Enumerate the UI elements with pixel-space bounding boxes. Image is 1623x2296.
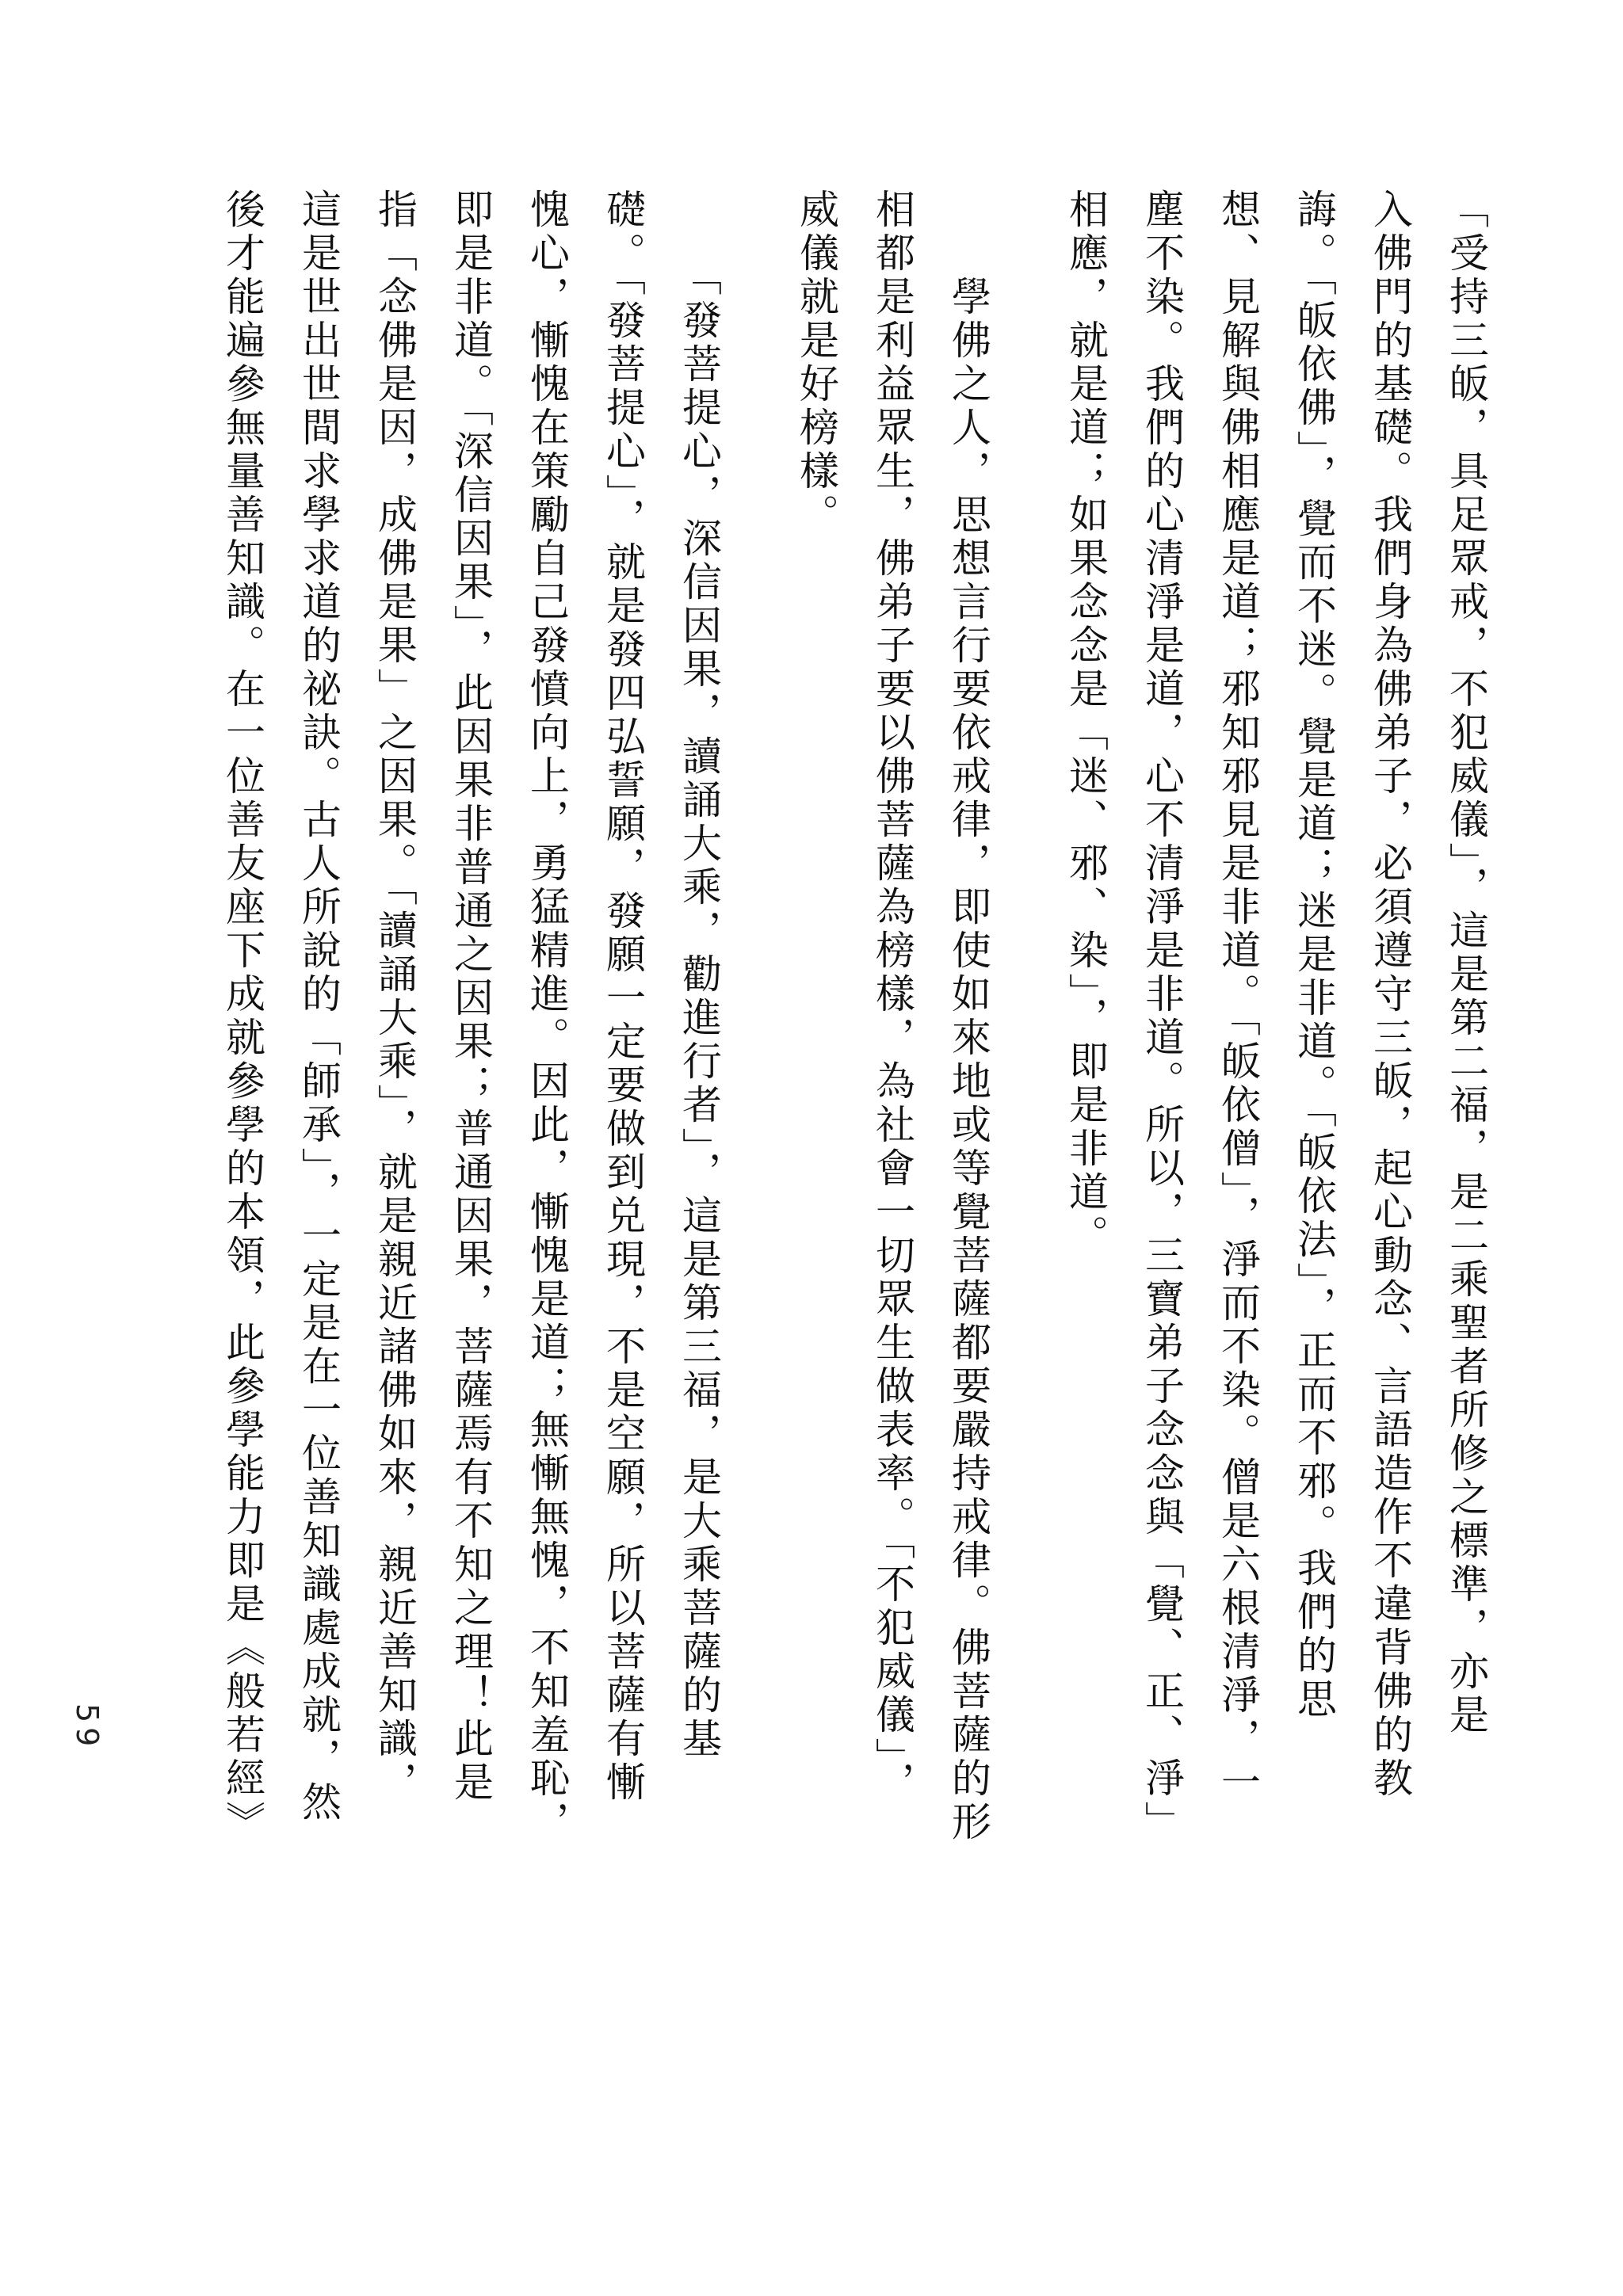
text-column-3: 誨。「皈依佛」，覺而不迷。覺是道；迷是非道。「皈依法」，正而不邪。我們的思 [1291, 189, 1337, 1722]
text-column-10: 「發菩提心，深信因果，讀誦大乘，勸進行者」，這是第三福，是大乘菩薩的基 [676, 189, 722, 1761]
text-column-8: 相都是利益眾生，佛弟子要以佛菩薩為榜樣，為社會一切眾生做表率。「不犯威儀」， [869, 189, 915, 1805]
text-column-14: 指「念佛是因，成佛是果」之因果。「讀誦大乘」，就是親近諸佛如來，親近善知識， [372, 189, 418, 1805]
text-column-16: 後才能遍參無量善知識。在一位善友座下成就參學的本領，此參學能力即是《般若經》 [220, 189, 265, 1844]
text-column-6: 相應，就是道；如果念念是「迷、邪、染」，即是非道。 [1063, 189, 1109, 1258]
page-number: 59 [70, 1703, 105, 1752]
text-column-1: 「受持三皈，具足眾戒，不犯威儀」，這是第二福，是二乘聖者所修之標準，亦是 [1443, 189, 1489, 1737]
text-column-2: 入佛門的基礎。我們身為佛弟子，必須遵守三皈，起心動念、言語造作不違背佛的教 [1367, 189, 1413, 1801]
text-column-15: 這是世出世間求學求道的祕訣。古人所說的「師承」，一定是在一位善知識處成就，然 [296, 189, 342, 1825]
text-column-12: 愧心，慚愧在策勵自己發憤向上，勇猛精進。因此，慚愧是道；無慚無愧，不知羞恥， [524, 189, 570, 1844]
text-column-13: 即是非道。「深信因果」，此因果非普通之因果；普通因果，菩薩焉有不知之理！此是 [448, 189, 494, 1805]
text-column-4: 想、見解與佛相應是道；邪知邪見是非道。「皈依僧」，淨而不染。僧是六根清淨，一 [1215, 189, 1261, 1805]
text-column-9: 威儀就是好榜樣。 [793, 189, 839, 537]
text-column-11: 礎。「發菩提心」，就是發四弘誓願，發願一定要做到兑現，不是空願，所以菩薩有慚 [600, 189, 646, 1805]
text-column-5: 塵不染。我們的心清淨是道，心不清淨是非道。所以，三寶弟子念念與「覺、正、淨」 [1139, 189, 1185, 1844]
text-column-7: 學佛之人，思想言行要依戒律，即使如來地或等覺菩薩都要嚴持戒律。佛菩薩的形 [945, 189, 991, 1844]
vertical-text-body [204, 189, 1504, 2169]
